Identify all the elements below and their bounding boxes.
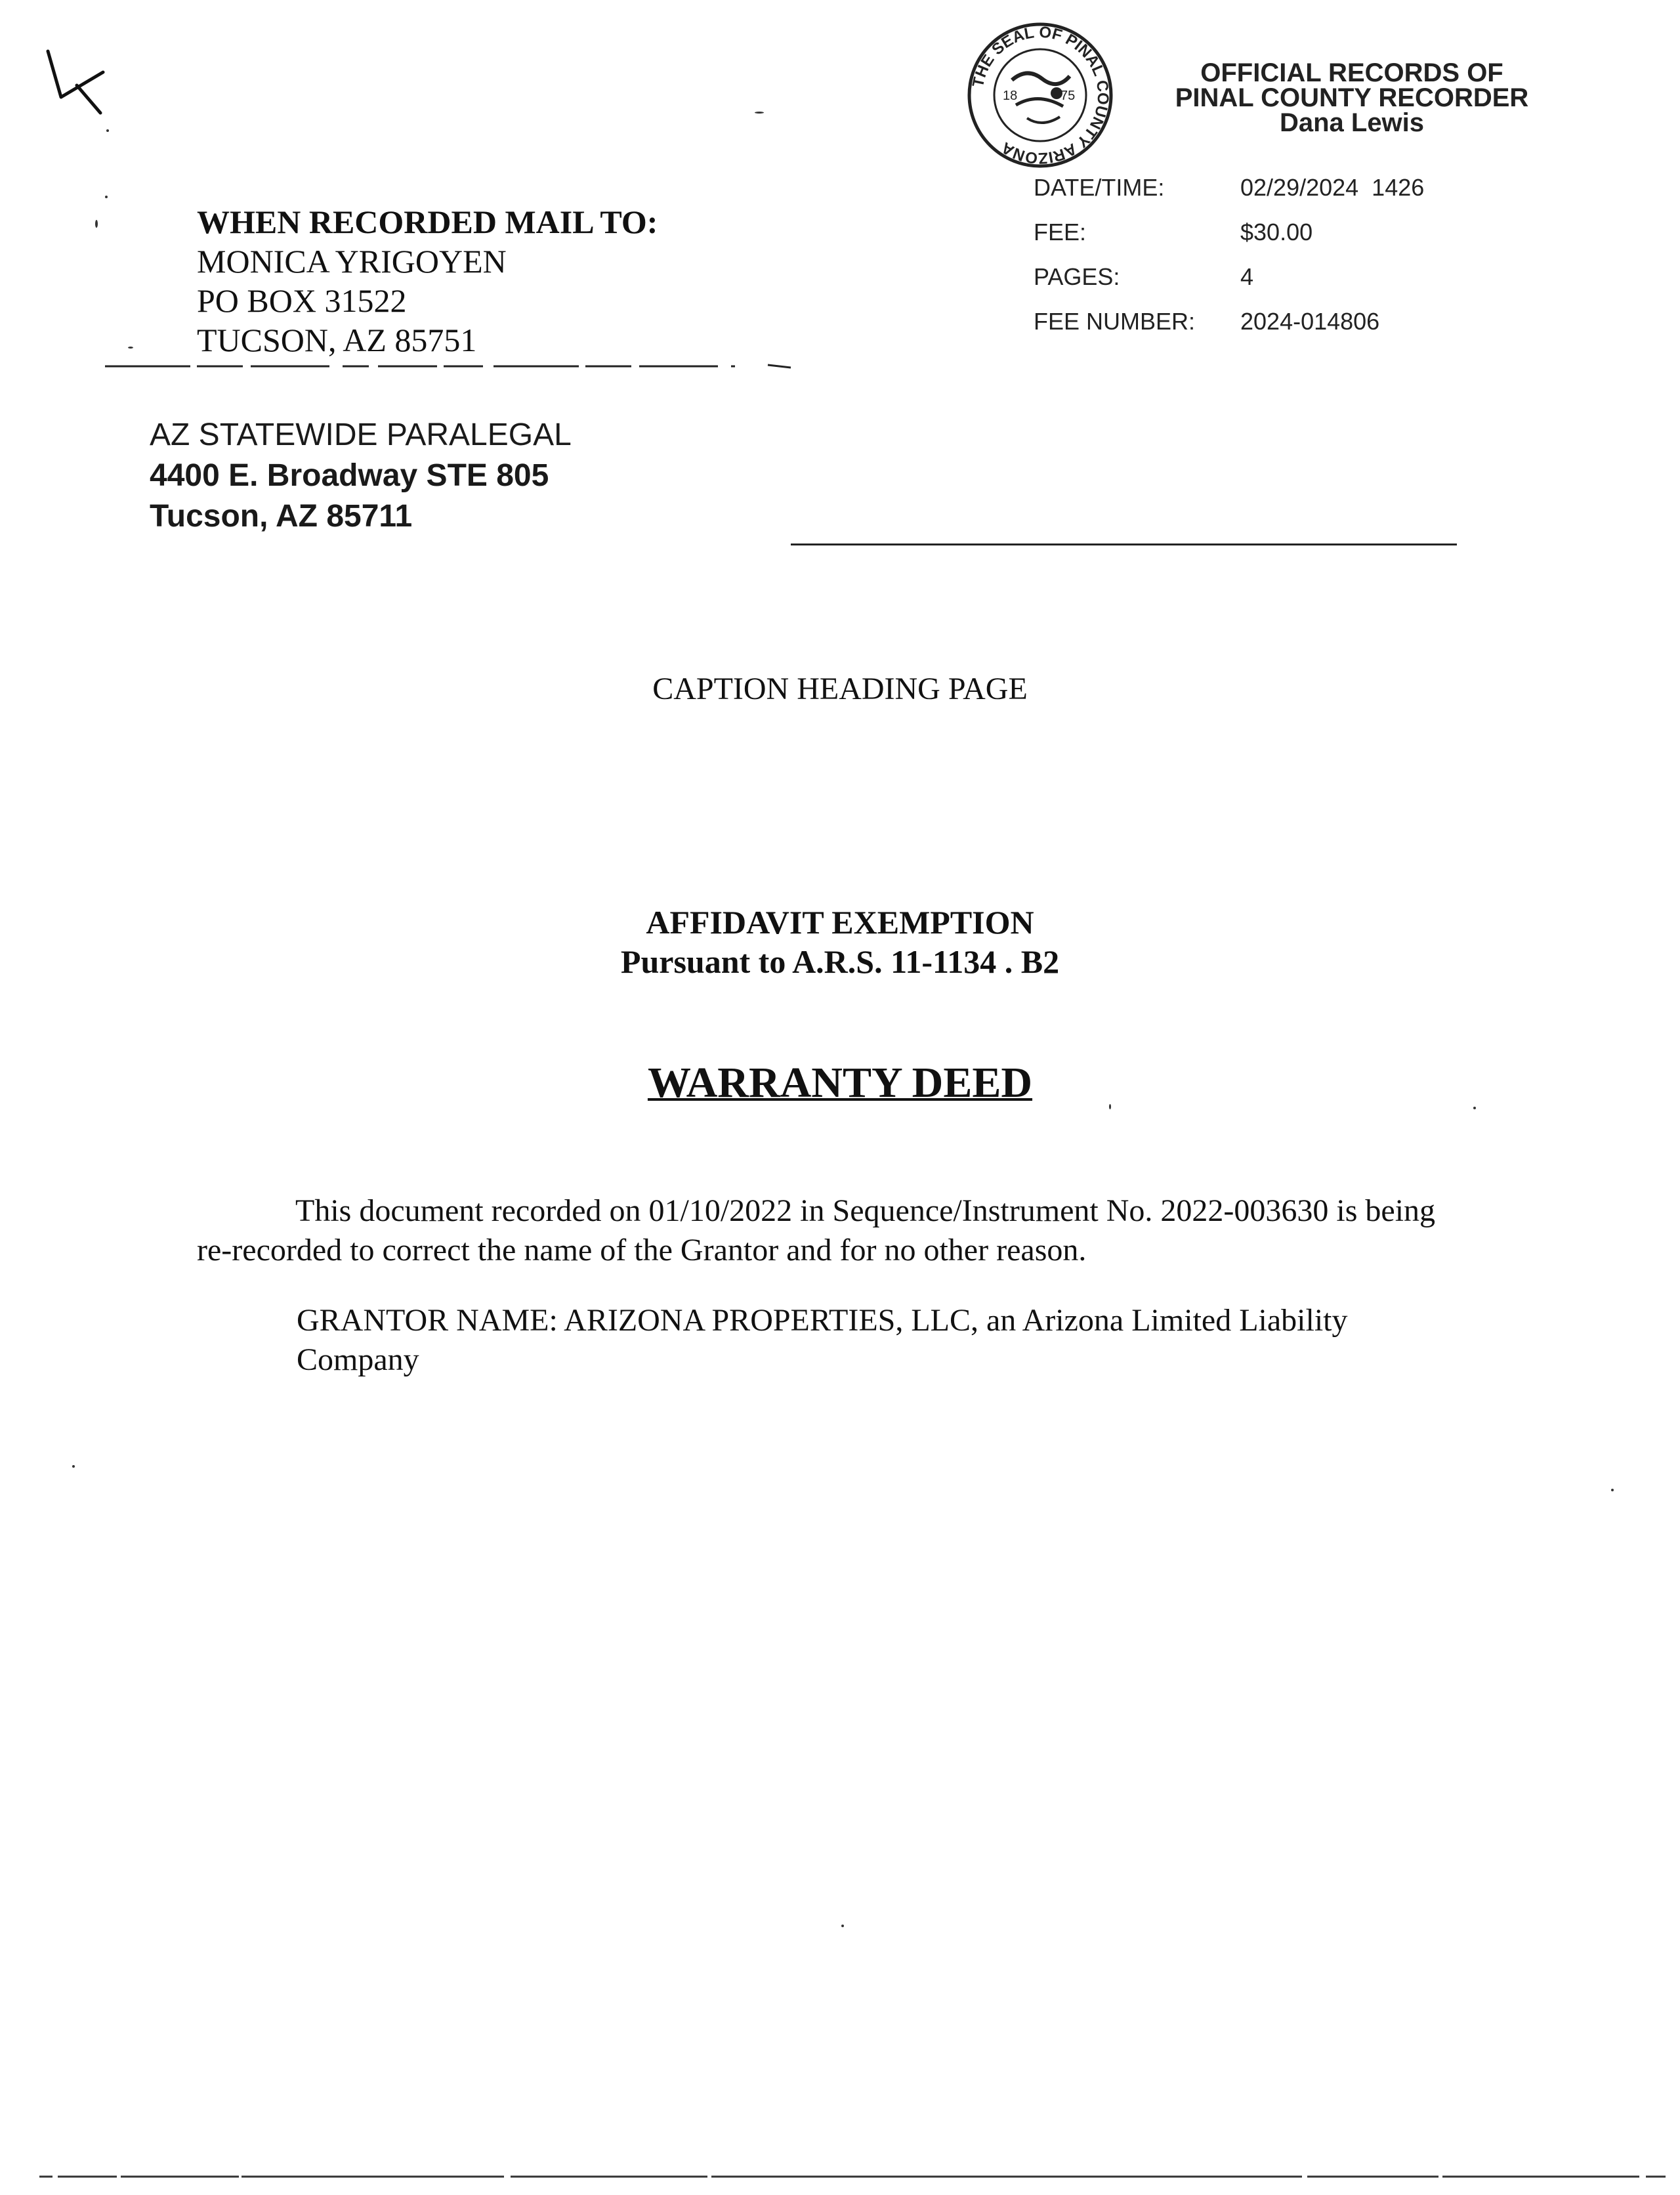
seal-ring-text: THE SEAL OF PINAL COUNTY ARIZONA <box>969 23 1112 167</box>
scan-speck <box>1611 1489 1614 1491</box>
record-row-fee-number <box>1034 308 1493 352</box>
recording-info <box>1034 174 1493 352</box>
handwritten-mark <box>36 39 115 118</box>
body-paragraph-text: This document recorded on 01/10/2022 in Sequence/Instrument No. 2022-003630 is being re-recorded to correct the name of the Grantor and for no other reason. <box>197 1193 1436 1268</box>
county-seal <box>965 20 1116 171</box>
scan-speck <box>95 220 98 228</box>
mail-to-heading: WHEN RECORDED MAIL TO: <box>197 203 658 240</box>
record-label: FEE NUMBER: <box>1034 308 1196 335</box>
mail-to-address-2: TUCSON, AZ 85751 <box>197 322 477 358</box>
scan-speck <box>755 112 764 114</box>
seal-year-right: 75 <box>1060 89 1076 103</box>
record-value: 4 <box>1240 263 1254 290</box>
grantor-name: GRANTOR NAME: ARIZONA PROPERTIES, LLC, an Arizona Limited Liability Company <box>297 1303 1348 1377</box>
preparer-name: AZ STATEWIDE PARALEGAL <box>150 417 572 452</box>
mail-block-rule <box>105 362 801 372</box>
affidavit-exemption <box>0 903 1680 981</box>
recorder-area-rule <box>791 543 1457 545</box>
scan-speck <box>72 1465 75 1468</box>
bottom-rule <box>0 2173 1680 2181</box>
preparer-address-2: Tucson, AZ 85711 <box>150 499 413 534</box>
scan-speck <box>105 196 108 198</box>
record-value: $30.00 <box>1240 219 1313 245</box>
record-value: 2024-014806 <box>1240 308 1380 335</box>
preparer-address-1: 4400 E. Broadway STE 805 <box>150 458 549 493</box>
exemption-title: AFFIDAVIT EXEMPTION <box>646 904 1034 941</box>
mail-to-address-1: PO BOX 31522 <box>197 282 407 319</box>
exemption-statute: Pursuant to A.R.S. 11-1134 . B2 <box>620 943 1060 980</box>
office-line-2: PINAL COUNTY RECORDER <box>1175 83 1529 112</box>
recorder-name: Dana Lewis <box>1279 108 1425 137</box>
mail-to-block <box>197 202 658 360</box>
recorder-office-header <box>1155 60 1549 135</box>
record-label: DATE/TIME: <box>1034 174 1165 201</box>
preparer-block <box>150 415 572 537</box>
scan-speck <box>106 129 109 132</box>
record-row-datetime <box>1034 174 1493 219</box>
record-row-pages <box>1034 263 1493 308</box>
record-value: 02/29/2024 1426 <box>1240 174 1425 201</box>
scan-speck <box>841 1925 844 1927</box>
document-title: WARRANTY DEED <box>647 1059 1033 1107</box>
mail-to-name: MONICA YRIGOYEN <box>197 243 507 280</box>
office-line-1: OFFICIAL RECORDS OF <box>1200 58 1503 87</box>
record-row-fee <box>1034 219 1493 263</box>
seal-year-left: 18 <box>1003 89 1018 103</box>
record-label: FEE: <box>1034 219 1087 245</box>
scan-speck <box>128 347 133 349</box>
record-label: PAGES: <box>1034 263 1120 290</box>
caption-heading: CAPTION HEADING PAGE <box>652 671 1028 706</box>
body-paragraph <box>197 1191 1444 1270</box>
